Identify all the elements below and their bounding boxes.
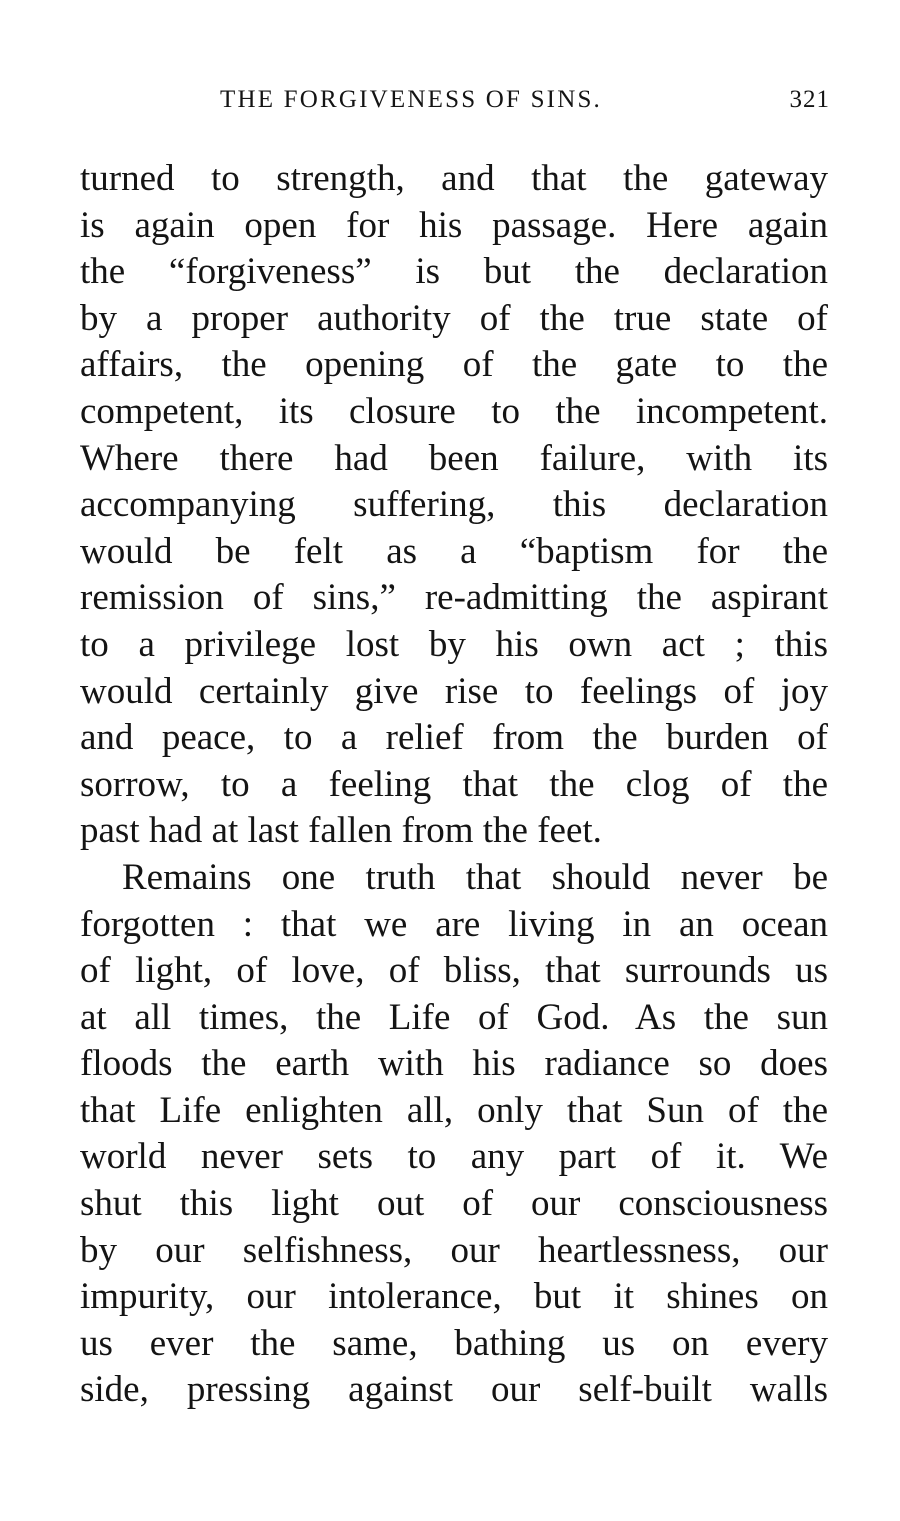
text-line: remission of sins,” re-admitting the aspirant xyxy=(80,577,828,619)
text-line: and peace, to a relief from the burden of xyxy=(80,717,828,759)
text-line: affairs, the opening of the gate to the xyxy=(80,344,828,386)
text-line: by our selfishness, our heartlessness, our xyxy=(80,1229,828,1271)
text-line: of light, of love, of bliss, that surrounds us xyxy=(80,950,828,992)
text-line: side, pressing against our self-built walls xyxy=(80,1369,828,1411)
text-line: would be felt as a “baptism for the xyxy=(80,530,828,572)
text-line: would certainly give rise to feelings of joy xyxy=(80,670,828,712)
text-line: accompanying suffering, this declaration xyxy=(80,484,828,526)
text-line: turned to strength, and that the gateway xyxy=(80,158,828,199)
text-line: impurity, our intolerance, but it shines on xyxy=(80,1276,828,1318)
text-line: Remains one truth that should never be xyxy=(122,856,828,898)
page-header xyxy=(220,86,830,126)
text-line: Where there had been failure, with its xyxy=(80,437,828,479)
text-line: at all times, the Life of God. As the sun xyxy=(80,996,828,1038)
text-line: competent, its closure to the incompetent. xyxy=(80,390,828,432)
text-line: the “forgiveness” is but the declaration xyxy=(80,251,828,293)
text-line: world never sets to any part of it. We xyxy=(80,1136,828,1178)
text-line: by a proper authority of the true state of xyxy=(80,297,828,339)
text-line: forgotten : that we are living in an ocean xyxy=(80,903,828,945)
text-line: shut this light out of our consciousness xyxy=(80,1183,828,1225)
body-text xyxy=(80,156,828,1414)
text-line: floods the earth with his radiance so does xyxy=(80,1043,828,1085)
text-line: that Life enlighten all, only that Sun of the xyxy=(80,1089,828,1131)
text-line: past had at last fallen from the feet. xyxy=(80,810,602,852)
text-line: sorrow, to a feeling that the clog of the xyxy=(80,763,828,805)
text-line: to a privilege lost by his own act ; this xyxy=(80,623,828,665)
text-line: is again open for his passage. Here again xyxy=(80,204,828,246)
text-line: us ever the same, bathing us on every xyxy=(80,1322,828,1364)
page-number: 321 xyxy=(789,86,830,113)
running-head: THE FORGIVENESS OF SINS. xyxy=(220,86,603,113)
